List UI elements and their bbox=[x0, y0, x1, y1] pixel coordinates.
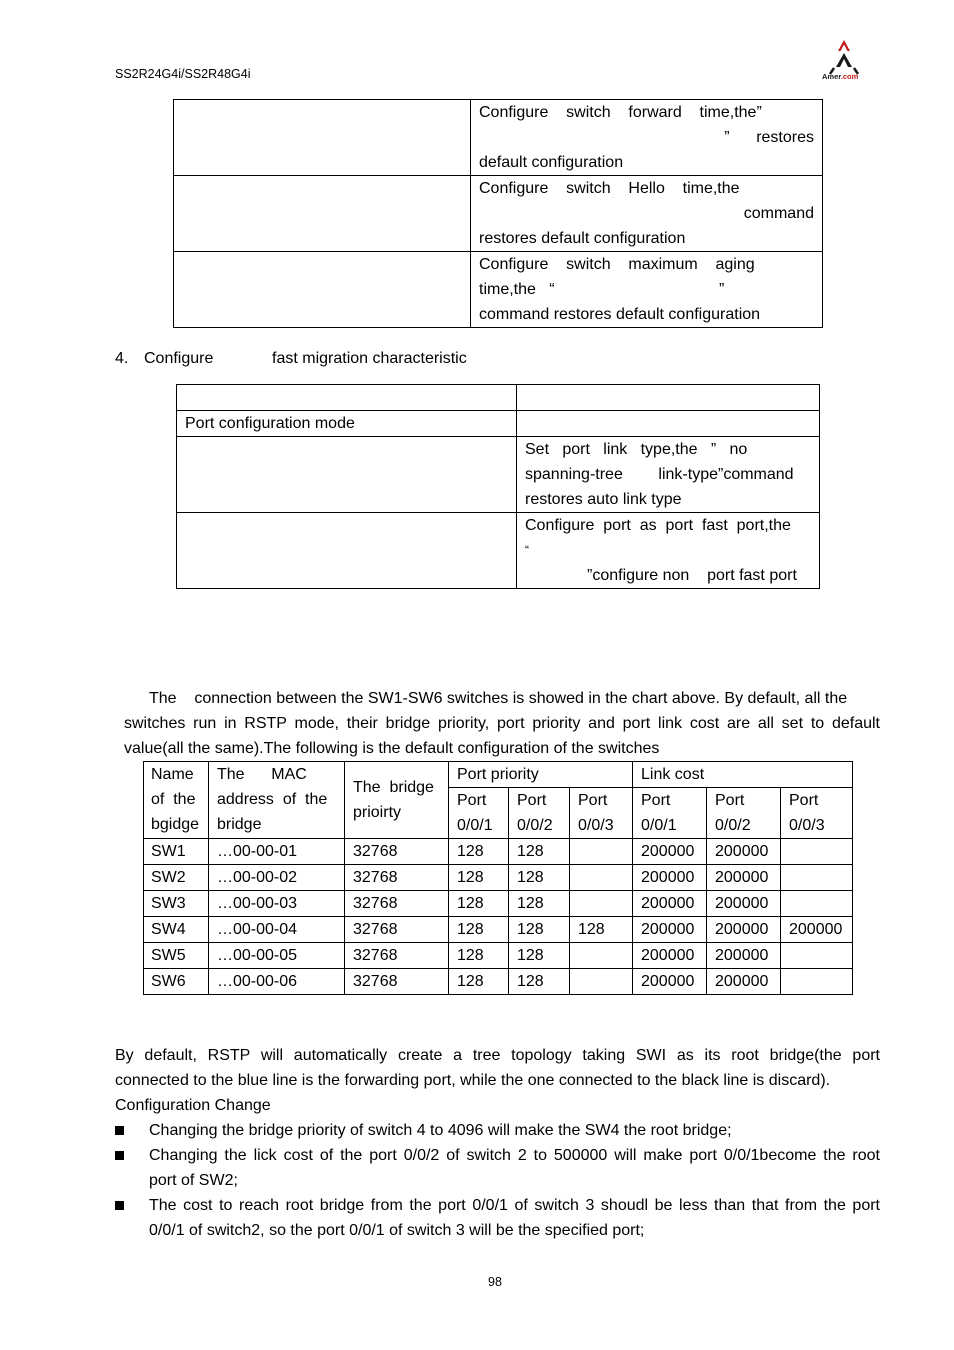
body-line-1: By default, RSTP will automatically create a tree topology taking SWI as its root bridge(the port bbox=[115, 1047, 880, 1064]
subheader-line: Port bbox=[789, 792, 819, 809]
table-cell bbox=[570, 943, 633, 969]
header-mac bbox=[209, 762, 345, 839]
table-cell: 32768 bbox=[345, 891, 449, 917]
table-cell bbox=[570, 969, 633, 995]
subheader-line: Port bbox=[715, 792, 745, 809]
table-row bbox=[144, 969, 853, 995]
table-cell: 200000 bbox=[707, 943, 781, 969]
table-cell bbox=[570, 891, 633, 917]
table-cell: …00-00-06 bbox=[209, 969, 345, 995]
cell-line: default configuration bbox=[479, 154, 624, 171]
cell-line: command restores default configuration bbox=[479, 306, 761, 323]
table-row bbox=[144, 917, 853, 943]
cell-line: Configure switch forward time,the” bbox=[479, 104, 762, 121]
bullet-square-icon bbox=[115, 1126, 124, 1135]
table-cell: 128 bbox=[509, 917, 570, 943]
table-cell: 128 bbox=[449, 839, 509, 865]
table-row bbox=[144, 891, 853, 917]
table-cell bbox=[471, 100, 823, 176]
table-cell: …00-00-01 bbox=[209, 839, 345, 865]
cell-line: Configure port as port fast port,the bbox=[525, 517, 791, 534]
table-cell: 128 bbox=[509, 891, 570, 917]
table-cell bbox=[517, 385, 820, 411]
body-line-3: Configuration Change bbox=[115, 1097, 271, 1114]
header-port-priority: Port priority bbox=[449, 762, 633, 788]
cell-line: spanning-tree link-type”command bbox=[525, 466, 794, 483]
table-cell bbox=[781, 891, 853, 917]
table-cell bbox=[781, 943, 853, 969]
table-cell: 32768 bbox=[345, 865, 449, 891]
switch-config-table bbox=[143, 761, 853, 995]
table-cell bbox=[174, 176, 471, 252]
table-cell bbox=[570, 865, 633, 891]
table-cell: 128 bbox=[509, 839, 570, 865]
table-cell: 200000 bbox=[707, 839, 781, 865]
table-cell bbox=[471, 252, 823, 328]
cell-line: Configure switch Hello time,the bbox=[479, 180, 740, 197]
header-line: The bridge bbox=[353, 779, 434, 796]
table-row bbox=[174, 176, 823, 252]
subheader-line: Port bbox=[578, 792, 608, 809]
header-line: Name bbox=[151, 766, 194, 783]
table-cell: 200000 bbox=[707, 969, 781, 995]
table-row bbox=[174, 252, 823, 328]
table-row bbox=[174, 100, 823, 176]
table-cell: 32768 bbox=[345, 943, 449, 969]
table-cell: 128 bbox=[449, 943, 509, 969]
header-line: The MAC bbox=[217, 766, 307, 783]
intro-line-2: switches run in RSTP mode, their bridge priority, port priority and port link cost are all set to default bbox=[124, 715, 880, 732]
subheader-cell bbox=[509, 788, 570, 839]
header-line: bgidge bbox=[151, 816, 200, 833]
table-cell: SW3 bbox=[144, 891, 209, 917]
subheader-cell bbox=[449, 788, 509, 839]
header-priority bbox=[345, 762, 449, 839]
table-cell bbox=[517, 411, 820, 437]
table-cell: …00-00-03 bbox=[209, 891, 345, 917]
table-row bbox=[177, 513, 820, 589]
subheader-line: 0/0/1 bbox=[457, 817, 493, 834]
subheader-line: Port bbox=[457, 792, 487, 809]
header-name bbox=[144, 762, 209, 839]
header-line: prioirty bbox=[353, 804, 402, 821]
cell-line: command bbox=[743, 205, 814, 222]
table-cell bbox=[517, 437, 820, 513]
switch-config-body bbox=[144, 839, 853, 995]
table-cell: 200000 bbox=[707, 865, 781, 891]
table-row bbox=[177, 385, 820, 411]
table-cell: 128 bbox=[509, 969, 570, 995]
table-cell: 200000 bbox=[633, 969, 707, 995]
table-cell: 200000 bbox=[633, 917, 707, 943]
table-cell bbox=[177, 385, 517, 411]
table-cell: SW4 bbox=[144, 917, 209, 943]
table-cell: 128 bbox=[509, 943, 570, 969]
table-header-row bbox=[144, 762, 853, 788]
cell-line: ”configure non port fast port bbox=[587, 567, 797, 584]
bullet-item-2: Changing the lick cost of the port 0/0/2 of switch 2 to 500000 will make port 0/0/1become the root bbox=[149, 1147, 880, 1164]
table-cell: 128 bbox=[449, 865, 509, 891]
table-cell: …00-00-02 bbox=[209, 865, 345, 891]
subheader-line: 0/0/3 bbox=[789, 817, 825, 834]
subheader-cell bbox=[707, 788, 781, 839]
bullet-item-1: Changing the bridge priority of switch 4 to 4096 will make the SW4 the root bridge; bbox=[149, 1122, 732, 1139]
page-number: 98 bbox=[488, 1275, 502, 1289]
table-cell: 200000 bbox=[633, 943, 707, 969]
bullet-item-2-cont: port of SW2; bbox=[149, 1172, 238, 1189]
table-cell: SW2 bbox=[144, 865, 209, 891]
subheader-line: 0/0/3 bbox=[578, 817, 614, 834]
table-cell: …00-00-04 bbox=[209, 917, 345, 943]
table-row bbox=[144, 943, 853, 969]
header-link-cost: Link cost bbox=[633, 762, 853, 788]
table-cell: Port configuration mode bbox=[177, 411, 517, 437]
table-cell: 200000 bbox=[633, 865, 707, 891]
table-cell: SW6 bbox=[144, 969, 209, 995]
table-cell: 32768 bbox=[345, 917, 449, 943]
table-cell bbox=[174, 100, 471, 176]
amer-logo-icon bbox=[820, 37, 876, 81]
intro-line-1: The connection between the SW1-SW6 switches is showed in the chart above. By default, all the bbox=[149, 690, 848, 707]
step-text-a: Configure bbox=[144, 350, 214, 367]
header-line: address of the bbox=[217, 791, 328, 808]
table-cell: 200000 bbox=[633, 891, 707, 917]
document-header-model: SS2R24G4i/SS2R48G4i bbox=[115, 67, 251, 81]
step-text-b: fast migration characteristic bbox=[272, 350, 467, 367]
table-cell: SW1 bbox=[144, 839, 209, 865]
table-cell: 32768 bbox=[345, 839, 449, 865]
subheader-cell bbox=[633, 788, 707, 839]
amer-logo bbox=[820, 37, 876, 81]
svg-text:Amer.com: Amer.com bbox=[822, 72, 859, 81]
table-cell bbox=[781, 839, 853, 865]
table-cell: 200000 bbox=[781, 917, 853, 943]
cell-line: Set port link type,the ” no bbox=[525, 441, 748, 458]
cell-line: ” restores bbox=[724, 129, 814, 146]
subheader-cell bbox=[781, 788, 853, 839]
body-line-2: connected to the blue line is the forwarding port, while the one connected to the black line is discard). bbox=[115, 1072, 831, 1089]
table-cell: 128 bbox=[449, 891, 509, 917]
table-cell: 128 bbox=[449, 969, 509, 995]
intro-line-3: value(all the same).The following is the default configuration of the switches bbox=[124, 740, 660, 757]
table-cell bbox=[781, 969, 853, 995]
table-cell bbox=[781, 865, 853, 891]
table-cell bbox=[174, 252, 471, 328]
table-cell bbox=[177, 513, 517, 589]
table-cell: SW5 bbox=[144, 943, 209, 969]
subheader-line: Port bbox=[517, 792, 547, 809]
table-row bbox=[177, 411, 820, 437]
command-table-2 bbox=[176, 384, 820, 589]
cell-line: time,the “ ” bbox=[479, 281, 725, 298]
bullet-item-3: The cost to reach root bridge from the port 0/0/1 of switch 3 shoudl be less than that from the port bbox=[149, 1197, 880, 1214]
table-cell bbox=[471, 176, 823, 252]
table-cell bbox=[177, 437, 517, 513]
table-row bbox=[144, 865, 853, 891]
subheader-line: 0/0/2 bbox=[517, 817, 553, 834]
cell-line: Configure switch maximum aging bbox=[479, 256, 755, 273]
command-table-1 bbox=[173, 99, 823, 328]
subheader-line: 0/0/1 bbox=[641, 817, 677, 834]
bullet-item-3-cont: 0/0/1 of switch2, so the port 0/0/1 of switch 3 will be the specified port; bbox=[149, 1222, 645, 1239]
subheader-line: 0/0/2 bbox=[715, 817, 751, 834]
table-cell: 128 bbox=[570, 917, 633, 943]
table-cell: 32768 bbox=[345, 969, 449, 995]
step-number: 4. bbox=[115, 350, 129, 367]
table-cell: 200000 bbox=[707, 891, 781, 917]
subheader-line: Port bbox=[641, 792, 671, 809]
bullet-square-icon bbox=[115, 1201, 124, 1210]
table-cell: …00-00-05 bbox=[209, 943, 345, 969]
cell-line: restores default configuration bbox=[479, 230, 686, 247]
table-cell: 200000 bbox=[633, 839, 707, 865]
table-row bbox=[144, 839, 853, 865]
table-cell: 128 bbox=[449, 917, 509, 943]
table-cell: 128 bbox=[509, 865, 570, 891]
table-row bbox=[177, 437, 820, 513]
bullet-square-icon bbox=[115, 1151, 124, 1160]
table-cell bbox=[517, 513, 820, 589]
subheader-cell bbox=[570, 788, 633, 839]
cell-line: “ bbox=[525, 543, 529, 557]
header-line: bridge bbox=[217, 816, 262, 833]
table-cell: 200000 bbox=[707, 917, 781, 943]
header-line: of the bbox=[151, 791, 196, 808]
cell-line: restores auto link type bbox=[525, 491, 682, 508]
table-cell bbox=[570, 839, 633, 865]
